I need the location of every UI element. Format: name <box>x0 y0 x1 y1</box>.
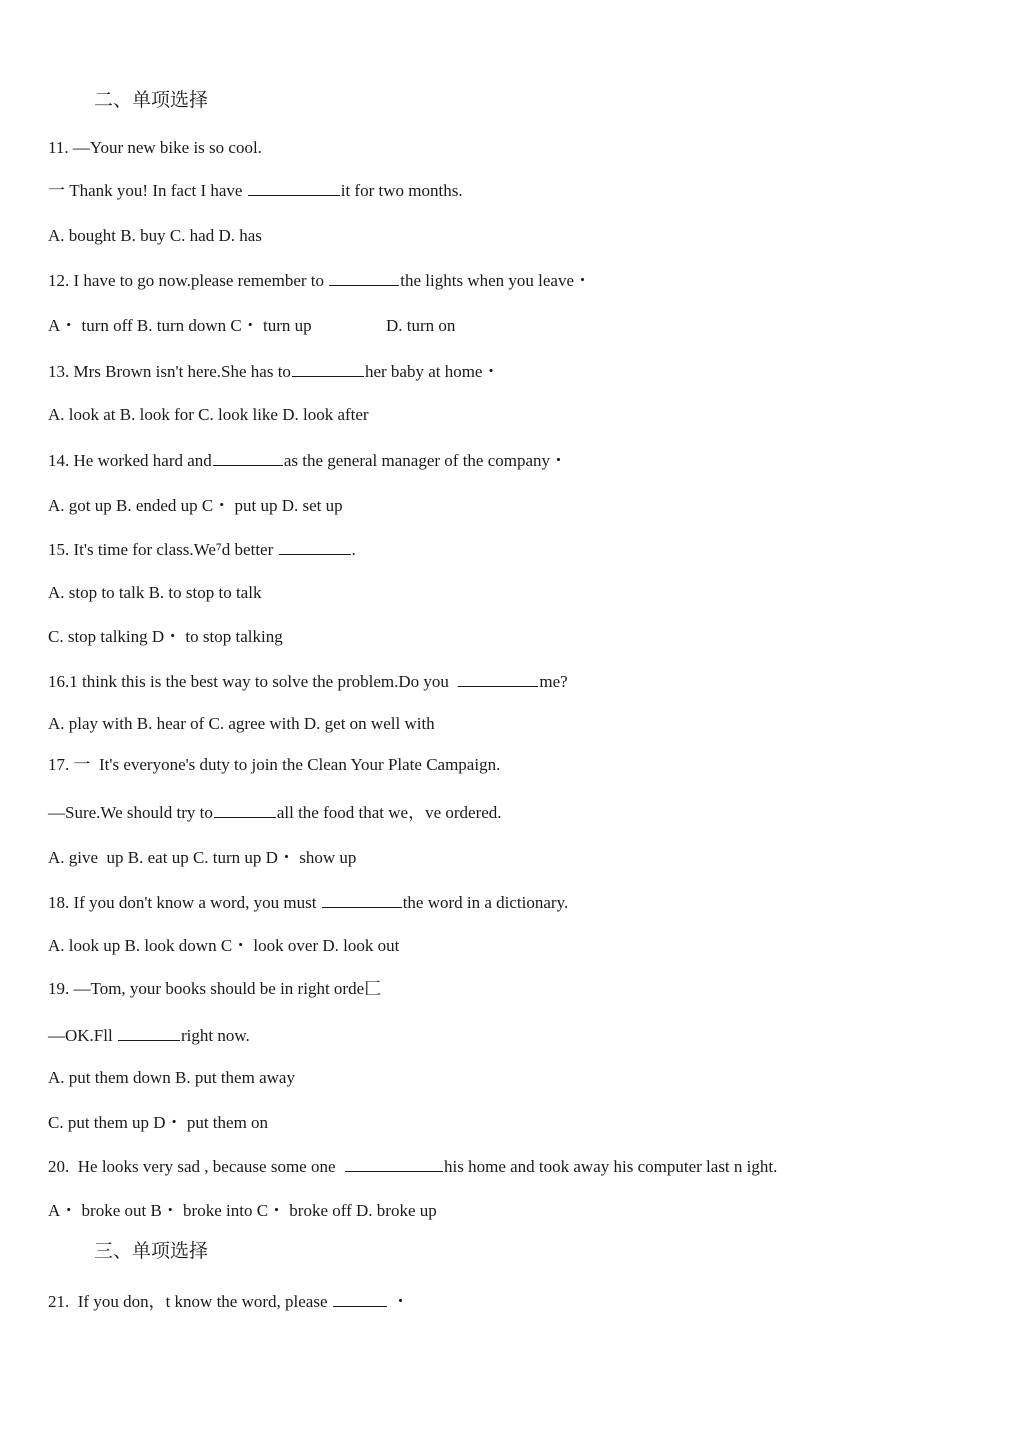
question-18-text-before: 18. If you don't know a word, you must <box>48 893 321 912</box>
question-18-blank[interactable] <box>322 891 402 908</box>
question-15-options-ab: A. stop to talk B. to stop to talk <box>48 583 262 602</box>
question-12 <box>48 269 591 292</box>
question-15 <box>48 538 356 561</box>
question-12-options-abc: A・ turn off B. turn down C・ turn up <box>48 316 312 335</box>
question-14-options: A. got up B. ended up C・ put up D. set up <box>48 496 343 515</box>
question-17-text-after: all the food that we，ve ordered. <box>276 803 502 822</box>
question-17-prompt: 17. 一 It's everyone's duty to join the Clean Your Plate Campaign. <box>48 755 501 774</box>
question-16-blank[interactable] <box>458 670 538 687</box>
question-21-text-after: ・ <box>387 1292 410 1311</box>
question-21 <box>48 1290 409 1313</box>
question-13 <box>48 360 499 383</box>
question-19-prompt: 19. —Tom, your books should be in right orde匚 <box>48 979 382 998</box>
question-15-blank[interactable] <box>279 538 351 555</box>
question-17-text-before: —Sure.We should try to <box>48 803 213 822</box>
question-17-blank[interactable] <box>214 801 276 818</box>
question-20-blank[interactable] <box>345 1155 443 1172</box>
question-17-answer-line <box>48 801 502 824</box>
question-16-text-before: 16.1 think this is the best way to solve the problem.Do you <box>48 672 458 691</box>
question-11-text-before: 一 Thank you! In fact I have <box>48 181 247 200</box>
question-18 <box>48 891 568 914</box>
question-17-options: A. give up B. eat up C. turn up D・ show up <box>48 848 357 867</box>
question-20 <box>48 1155 777 1178</box>
question-12-text-before: 12. I have to go now.please remember to <box>48 271 329 290</box>
question-12-text-after: the lights when you leave・ <box>400 271 592 290</box>
question-16-options: A. play with B. hear of C. agree with D. get on well with <box>48 714 435 733</box>
question-13-text-after: her baby at home・ <box>364 362 500 381</box>
question-15-text-before: 15. It's time for class.We⁷d better <box>48 540 278 559</box>
question-13-blank[interactable] <box>292 360 364 377</box>
question-19-answer-line <box>48 1024 250 1047</box>
question-19-text-before: —OK.Fll <box>48 1026 117 1045</box>
question-11-options: A. bought B. buy C. had D. has <box>48 226 262 245</box>
heading-section-3: 三、单项选择 <box>94 1240 209 1262</box>
question-20-text-after: his home and took away his computer last n ight. <box>444 1157 778 1176</box>
question-16-text-after: me? <box>539 672 568 691</box>
question-20-options: A・ broke out B・ broke into C・ broke off D. broke up <box>48 1201 437 1220</box>
question-12-options <box>48 315 456 337</box>
heading-section-2: 二、单项选择 <box>94 89 209 111</box>
question-14 <box>48 449 567 472</box>
question-11-answer-line <box>48 179 463 202</box>
question-11-blank[interactable] <box>248 179 340 196</box>
question-15-text-after: . <box>351 540 356 559</box>
question-11-text-after: it for two months. <box>340 181 463 200</box>
question-14-blank[interactable] <box>213 449 283 466</box>
question-18-options: A. look up B. look down C・ look over D. look out <box>48 936 400 955</box>
question-16 <box>48 670 568 693</box>
question-18-text-after: the word in a dictionary. <box>402 893 569 912</box>
question-20-text-before: 20. He looks very sad , because some one <box>48 1157 345 1176</box>
question-19-options-cd: C. put them up D・ put them on <box>48 1113 269 1132</box>
question-15-options-cd: C. stop talking D・ to stop talking <box>48 627 283 646</box>
question-12-blank[interactable] <box>329 269 399 286</box>
question-12-option-d: D. turn on <box>386 316 456 335</box>
question-13-options: A. look at B. look for C. look like D. look after <box>48 405 369 424</box>
question-21-blank[interactable] <box>333 1290 387 1307</box>
question-19-blank[interactable] <box>118 1024 180 1041</box>
question-14-text-after: as the general manager of the company・ <box>283 451 568 470</box>
question-14-text-before: 14. He worked hard and <box>48 451 212 470</box>
question-13-text-before: 13. Mrs Brown isn't here.She has to <box>48 362 291 381</box>
question-19-options-ab: A. put them down B. put them away <box>48 1068 295 1087</box>
question-11-prompt: 11. —Your new bike is so cool. <box>48 138 262 157</box>
question-19-text-after: right now. <box>180 1026 250 1045</box>
question-21-text-before: 21. If you don，t know the word, please <box>48 1292 332 1311</box>
